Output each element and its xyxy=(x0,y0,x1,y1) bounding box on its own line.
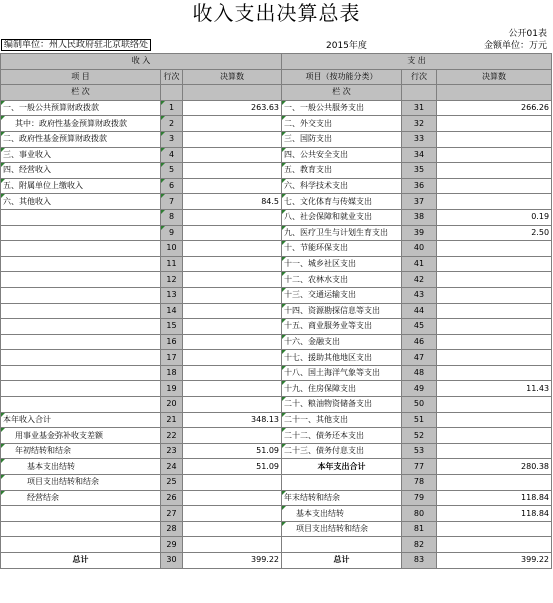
income-row-no[interactable]: 8 xyxy=(161,209,183,225)
expense-amount[interactable] xyxy=(437,412,552,428)
expense-row-no[interactable]: 49 xyxy=(402,381,437,397)
expense-item-cell[interactable]: 十三、交通运输支出 xyxy=(282,287,402,303)
expense-row-no[interactable]: 38 xyxy=(402,209,437,225)
income-row-no[interactable]: 11 xyxy=(161,256,183,272)
income-amount[interactable] xyxy=(183,116,282,132)
expense-row-no[interactable]: 82 xyxy=(402,537,437,553)
expense-amount[interactable]: 280.38 xyxy=(437,459,552,475)
expense-amount[interactable]: 118.84 xyxy=(437,506,552,522)
income-amount[interactable] xyxy=(183,381,282,397)
expense-amount[interactable] xyxy=(437,287,552,303)
income-item-cell[interactable]: 基本支出结转 xyxy=(1,459,161,475)
income-amount[interactable] xyxy=(183,131,282,147)
income-amount[interactable] xyxy=(183,163,282,179)
expense-item-cell[interactable]: 二十三、债务付息支出 xyxy=(282,443,402,459)
income-row-no[interactable]: 22 xyxy=(161,428,183,444)
income-row-no[interactable]: 7 xyxy=(161,194,183,210)
expense-row-no[interactable]: 80 xyxy=(402,506,437,522)
column-header-row xyxy=(1,69,552,85)
income-section-header: 收 入 xyxy=(1,54,282,70)
expense-amount[interactable]: 11.43 xyxy=(437,381,552,397)
income-row-no[interactable]: 30 xyxy=(161,553,183,569)
income-row-no[interactable]: 3 xyxy=(161,131,183,147)
expense-row-no[interactable]: 83 xyxy=(402,553,437,569)
income-amount[interactable]: 348.13 xyxy=(183,412,282,428)
income-row-no[interactable]: 25 xyxy=(161,475,183,491)
expense-amount[interactable] xyxy=(437,178,552,194)
income-amount[interactable] xyxy=(183,319,282,335)
reporting-unit[interactable]: 编制单位：州人民政府驻北京联络处 xyxy=(1,39,151,51)
col-header-item-function[interactable]: 项目（按功能分类） xyxy=(282,69,402,85)
income-amount[interactable] xyxy=(183,303,282,319)
col-header-item[interactable]: 项 目 xyxy=(1,69,161,85)
expense-row-no[interactable]: 36 xyxy=(402,178,437,194)
expense-amount[interactable] xyxy=(437,537,552,553)
expense-row-no[interactable]: 45 xyxy=(402,319,437,335)
expense-item-cell[interactable]: 十六、金融支出 xyxy=(282,334,402,350)
income-item-cell[interactable]: 年初结转和结余 xyxy=(1,443,161,459)
unit-box[interactable] xyxy=(1,39,151,52)
expense-amount[interactable] xyxy=(437,350,552,366)
income-amount[interactable] xyxy=(183,147,282,163)
income-amount[interactable] xyxy=(183,537,282,553)
expense-amount[interactable] xyxy=(437,131,552,147)
expense-grand-total-label[interactable]: 总计 xyxy=(282,553,402,569)
income-amount[interactable] xyxy=(183,397,282,413)
expense-amount[interactable] xyxy=(437,194,552,210)
income-amount[interactable] xyxy=(183,475,282,491)
income-amount[interactable] xyxy=(183,256,282,272)
income-amount[interactable] xyxy=(183,178,282,194)
expense-item-cell[interactable]: 三、国防支出 xyxy=(282,131,402,147)
table-row xyxy=(1,194,552,210)
income-item-cell[interactable]: 六、其他收入 xyxy=(1,194,161,210)
col-header-row-no-2[interactable]: 行次 xyxy=(402,69,437,85)
income-row-no[interactable]: 27 xyxy=(161,506,183,522)
expense-row-no[interactable]: 39 xyxy=(402,225,437,241)
table-row xyxy=(1,225,552,241)
income-row-no[interactable]: 26 xyxy=(161,490,183,506)
income-item-cell[interactable]: 四、经营收入 xyxy=(1,163,161,179)
col-header-amount[interactable]: 决算数 xyxy=(183,69,282,85)
expense-item-cell[interactable]: 基本支出结转 xyxy=(282,506,402,522)
expense-amount[interactable]: 266.26 xyxy=(437,100,552,116)
column-index-cell[interactable] xyxy=(161,85,183,101)
expense-row-no[interactable]: 35 xyxy=(402,163,437,179)
income-item-cell[interactable]: 本年收入合计 xyxy=(1,412,161,428)
expense-item-cell[interactable]: 年末结转和结余 xyxy=(282,490,402,506)
table-row xyxy=(1,365,552,381)
income-row-no[interactable]: 24 xyxy=(161,459,183,475)
income-item-cell[interactable]: 其中：政府性基金预算财政拨款 xyxy=(1,116,161,132)
expense-amount[interactable] xyxy=(437,303,552,319)
expense-amount[interactable] xyxy=(437,256,552,272)
expense-row-no[interactable]: 81 xyxy=(402,521,437,537)
expense-item-cell[interactable]: 五、教育支出 xyxy=(282,163,402,179)
table-row xyxy=(1,319,552,335)
income-amount[interactable] xyxy=(183,521,282,537)
expense-row-no[interactable]: 33 xyxy=(402,131,437,147)
table-row xyxy=(1,459,552,475)
column-index-cell[interactable] xyxy=(183,85,282,101)
expense-item-cell[interactable]: 九、医疗卫生与计划生育支出 xyxy=(282,225,402,241)
income-item-cell[interactable] xyxy=(1,241,161,257)
income-item-cell[interactable] xyxy=(1,303,161,319)
expense-item-cell[interactable] xyxy=(282,475,402,491)
income-row-no[interactable]: 29 xyxy=(161,537,183,553)
income-amount[interactable] xyxy=(183,506,282,522)
table-row xyxy=(1,131,552,147)
income-amount[interactable] xyxy=(183,225,282,241)
expense-item-cell[interactable]: 项目支出结转和结余 xyxy=(282,521,402,537)
income-amount[interactable] xyxy=(183,350,282,366)
expense-row-no[interactable]: 48 xyxy=(402,365,437,381)
expense-row-no[interactable]: 34 xyxy=(402,147,437,163)
income-row-no[interactable]: 17 xyxy=(161,350,183,366)
expense-item-cell[interactable]: 七、文化体育与传媒支出 xyxy=(282,194,402,210)
expense-amount[interactable] xyxy=(437,147,552,163)
income-row-no[interactable]: 23 xyxy=(161,443,183,459)
income-amount[interactable] xyxy=(183,490,282,506)
expense-item-cell[interactable]: 二、外交支出 xyxy=(282,116,402,132)
income-item-cell[interactable] xyxy=(1,381,161,397)
income-amount[interactable] xyxy=(183,365,282,381)
income-row-no[interactable]: 13 xyxy=(161,287,183,303)
income-item-cell[interactable] xyxy=(1,319,161,335)
expense-row-no[interactable]: 78 xyxy=(402,475,437,491)
income-row-no[interactable]: 12 xyxy=(161,272,183,288)
expense-row-no[interactable]: 40 xyxy=(402,241,437,257)
income-amount[interactable] xyxy=(183,287,282,303)
table-row xyxy=(1,100,552,116)
income-item-cell[interactable] xyxy=(1,506,161,522)
expense-amount[interactable] xyxy=(437,428,552,444)
column-index-cell[interactable] xyxy=(437,85,552,101)
expense-amount[interactable] xyxy=(437,443,552,459)
income-item-cell[interactable]: 项目支出结转和结余 xyxy=(1,475,161,491)
expense-amount[interactable]: 2.50 xyxy=(437,225,552,241)
expense-amount[interactable] xyxy=(437,397,552,413)
expense-item-cell[interactable]: 十一、城乡社区支出 xyxy=(282,256,402,272)
expense-row-no[interactable]: 44 xyxy=(402,303,437,319)
expense-item-cell[interactable]: 十、节能环保支出 xyxy=(282,241,402,257)
income-row-no[interactable]: 18 xyxy=(161,365,183,381)
expense-item-cell[interactable]: 十九、住房保障支出 xyxy=(282,381,402,397)
column-index-row xyxy=(1,85,552,101)
expense-amount[interactable]: 118.84 xyxy=(437,490,552,506)
expense-amount[interactable] xyxy=(437,163,552,179)
table-row xyxy=(1,350,552,366)
expense-item-cell[interactable]: 十二、农林水支出 xyxy=(282,272,402,288)
income-row-no[interactable]: 28 xyxy=(161,521,183,537)
expense-row-no[interactable]: 46 xyxy=(402,334,437,350)
expense-item-cell[interactable]: 二十一、其他支出 xyxy=(282,412,402,428)
income-item-cell[interactable] xyxy=(1,272,161,288)
table-row xyxy=(1,428,552,444)
income-row-no[interactable]: 15 xyxy=(161,319,183,335)
income-item-cell[interactable]: 一、一般公共预算财政拨款 xyxy=(1,100,161,116)
income-row-no[interactable]: 16 xyxy=(161,334,183,350)
income-expense-table xyxy=(0,53,552,569)
income-item-cell[interactable] xyxy=(1,209,161,225)
table-row xyxy=(1,147,552,163)
expense-amount[interactable] xyxy=(437,272,552,288)
income-row-no[interactable]: 19 xyxy=(161,381,183,397)
table-row xyxy=(1,287,552,303)
expense-row-no[interactable]: 77 xyxy=(402,459,437,475)
table-row xyxy=(1,537,552,553)
income-row-no[interactable]: 1 xyxy=(161,100,183,116)
income-item-cell[interactable] xyxy=(1,287,161,303)
expense-amount[interactable] xyxy=(437,475,552,491)
income-row-no[interactable]: 4 xyxy=(161,147,183,163)
expense-item-cell[interactable]: 十五、商业服务业等支出 xyxy=(282,319,402,335)
income-amount[interactable]: 51.09 xyxy=(183,443,282,459)
expense-row-no[interactable]: 47 xyxy=(402,350,437,366)
amount-unit: 金额单位：万元 xyxy=(483,41,547,51)
form-number: 公开01表 xyxy=(508,29,547,39)
table-row xyxy=(1,443,552,459)
expense-item-cell[interactable]: 十七、援助其他地区支出 xyxy=(282,350,402,366)
column-index-cell[interactable] xyxy=(402,85,437,101)
table-row xyxy=(1,116,552,132)
income-item-cell[interactable] xyxy=(1,334,161,350)
section-header-row xyxy=(1,54,552,70)
table-row xyxy=(1,209,552,225)
table-row xyxy=(1,241,552,257)
income-item-cell[interactable] xyxy=(1,397,161,413)
table-row xyxy=(1,334,552,350)
expense-row-no[interactable]: 37 xyxy=(402,194,437,210)
income-grand-total-label[interactable]: 总计 xyxy=(1,553,161,569)
col-header-amount-2[interactable]: 决算数 xyxy=(437,69,552,85)
table-row xyxy=(1,397,552,413)
expense-item-cell[interactable]: 十四、资源勘探信息等支出 xyxy=(282,303,402,319)
income-item-cell[interactable]: 五、附属单位上缴收入 xyxy=(1,178,161,194)
expense-row-no[interactable]: 50 xyxy=(402,397,437,413)
expense-row-no[interactable]: 79 xyxy=(402,490,437,506)
income-item-cell[interactable]: 三、事业收入 xyxy=(1,147,161,163)
table-row xyxy=(1,303,552,319)
column-index-left[interactable]: 栏 次 xyxy=(1,85,161,101)
expense-row-no[interactable]: 31 xyxy=(402,100,437,116)
expense-item-cell[interactable]: 十八、国土海洋气象等支出 xyxy=(282,365,402,381)
expense-item-cell[interactable]: 八、社会保障和就业支出 xyxy=(282,209,402,225)
expense-item-cell[interactable]: 二十二、债务还本支出 xyxy=(282,428,402,444)
expense-amount[interactable]: 0.19 xyxy=(437,209,552,225)
income-item-cell[interactable] xyxy=(1,225,161,241)
expense-row-no[interactable]: 53 xyxy=(402,443,437,459)
expense-amount[interactable] xyxy=(437,521,552,537)
expense-row-no[interactable]: 52 xyxy=(402,428,437,444)
income-row-no[interactable]: 10 xyxy=(161,241,183,257)
income-amount[interactable] xyxy=(183,428,282,444)
expense-row-no[interactable]: 51 xyxy=(402,412,437,428)
table-row xyxy=(1,490,552,506)
income-amount[interactable] xyxy=(183,272,282,288)
table-row xyxy=(1,475,552,491)
table-row xyxy=(1,381,552,397)
expense-item-cell[interactable]: 六、科学技术支出 xyxy=(282,178,402,194)
expense-item-cell[interactable]: 一、一般公共服务支出 xyxy=(282,100,402,116)
income-amount[interactable] xyxy=(183,209,282,225)
table-row xyxy=(1,506,552,522)
table-row xyxy=(1,272,552,288)
income-row-no[interactable]: 2 xyxy=(161,116,183,132)
income-item-cell[interactable]: 二、政府性基金预算财政拨款 xyxy=(1,131,161,147)
col-header-row-no[interactable]: 行次 xyxy=(161,69,183,85)
income-row-no[interactable]: 20 xyxy=(161,397,183,413)
expense-total-label[interactable]: 本年支出合计 xyxy=(282,459,402,475)
expense-item-cell[interactable]: 二十、粮油物资储备支出 xyxy=(282,397,402,413)
income-item-cell[interactable]: 经营结余 xyxy=(1,490,161,506)
income-item-cell[interactable]: 用事业基金弥补收支差额 xyxy=(1,428,161,444)
expense-amount[interactable] xyxy=(437,241,552,257)
expense-amount[interactable] xyxy=(437,319,552,335)
income-amount[interactable] xyxy=(183,334,282,350)
income-amount[interactable]: 263.63 xyxy=(183,100,282,116)
table-row xyxy=(1,256,552,272)
income-item-cell[interactable] xyxy=(1,537,161,553)
expense-grand-total[interactable]: 399.22 xyxy=(437,553,552,569)
expense-row-no[interactable]: 32 xyxy=(402,116,437,132)
expense-amount[interactable] xyxy=(437,334,552,350)
income-amount[interactable]: 84.5 xyxy=(183,194,282,210)
income-row-no[interactable]: 14 xyxy=(161,303,183,319)
income-amount[interactable] xyxy=(183,241,282,257)
income-row-no[interactable]: 9 xyxy=(161,225,183,241)
income-item-cell[interactable] xyxy=(1,365,161,381)
table-row xyxy=(1,521,552,537)
expense-amount[interactable] xyxy=(437,365,552,381)
income-grand-total[interactable]: 399.22 xyxy=(183,553,282,569)
expense-section-header: 支 出 xyxy=(282,54,552,70)
income-item-cell[interactable] xyxy=(1,256,161,272)
expense-amount[interactable] xyxy=(437,116,552,132)
report-title: 收入支出决算总表 xyxy=(192,1,361,25)
income-item-cell[interactable] xyxy=(1,350,161,366)
table-row xyxy=(1,553,552,569)
expense-item-cell[interactable]: 四、公共安全支出 xyxy=(282,147,402,163)
table-row xyxy=(1,412,552,428)
expense-row-no[interactable]: 41 xyxy=(402,256,437,272)
table-row xyxy=(1,178,552,194)
income-item-cell[interactable] xyxy=(1,521,161,537)
income-row-no[interactable]: 5 xyxy=(161,163,183,179)
expense-row-no[interactable]: 43 xyxy=(402,287,437,303)
column-index-right[interactable]: 栏 次 xyxy=(282,85,402,101)
expense-row-no[interactable]: 42 xyxy=(402,272,437,288)
income-row-no[interactable]: 6 xyxy=(161,178,183,194)
income-row-no[interactable]: 21 xyxy=(161,412,183,428)
table-row xyxy=(1,163,552,179)
income-amount[interactable]: 51.09 xyxy=(183,459,282,475)
report-year: 2015年度 xyxy=(326,41,367,51)
expense-item-cell[interactable] xyxy=(282,537,402,553)
